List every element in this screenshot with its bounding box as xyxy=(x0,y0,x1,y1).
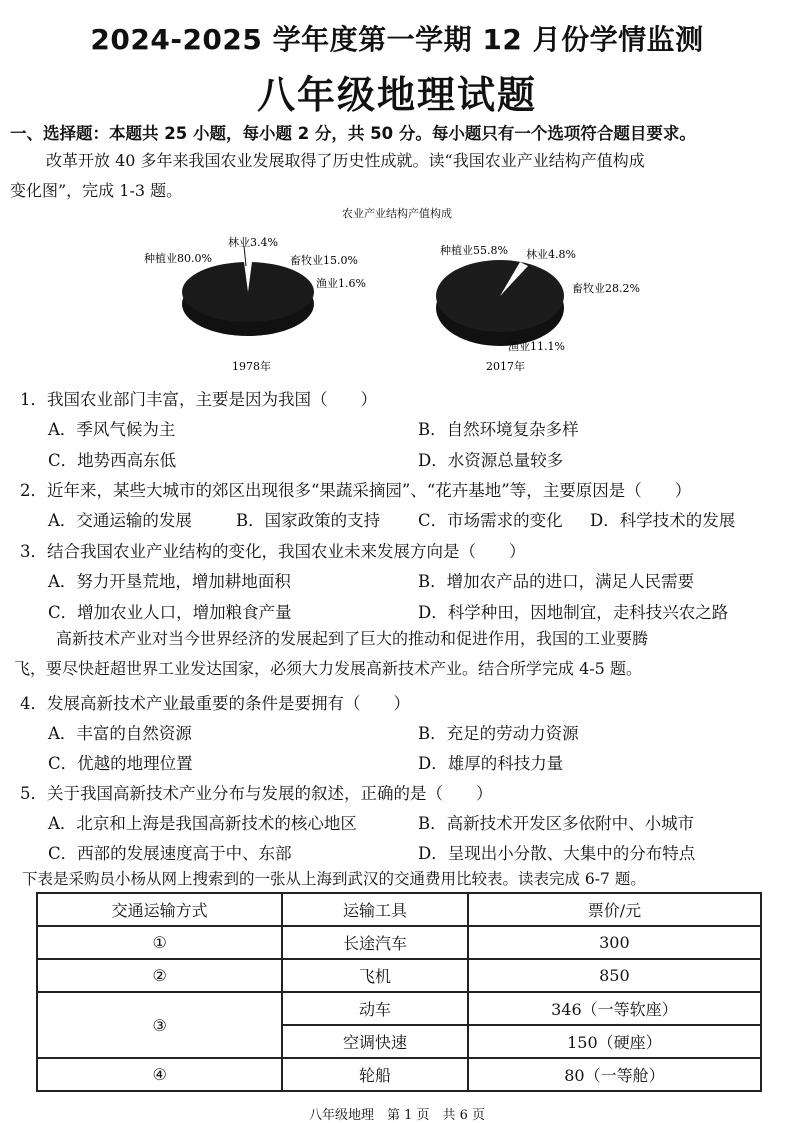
q1-option-a[interactable]: A．季风气候为主 xyxy=(48,420,176,439)
table-row xyxy=(37,926,761,959)
passage2-line-2: 飞，要尽快赶超世界工业发达国家，必须大力发展高新技术产业。结合所学完成 4-5 题。 xyxy=(14,659,642,678)
table-cell-price: 850 xyxy=(468,959,761,992)
q5-option-c[interactable]: C．西部的发展速度高于中、东部 xyxy=(48,844,292,863)
q3-option-a[interactable]: A．努力开垦荒地，增加耕地面积 xyxy=(48,572,291,591)
table-cell-price: 150（硬座） xyxy=(468,1025,761,1058)
q1-option-d[interactable]: D．水资源总量较多 xyxy=(418,451,564,470)
table-cell-price: 80（一等舱） xyxy=(468,1058,761,1091)
intro-line-2: 变化图”，完成 1-3 题。 xyxy=(10,181,183,200)
exam-title: 2024-2025 学年度第一学期 12 月份学情监测 xyxy=(90,23,704,56)
table-cell-mode: ② xyxy=(37,959,282,992)
table-header-price: 票价/元 xyxy=(468,893,761,926)
pie-1978-year: 1978年 xyxy=(232,360,271,373)
pie-2017-label-crop: 种植业55.8% xyxy=(440,244,508,257)
section-heading: 一、选择题：本题共 25 小题，每小题 2 分，共 50 分。每小题只有一个选项符合题目要求。 xyxy=(10,124,696,143)
intro-line-1: 改革开放 40 多年来我国农业发展取得了历史性成就。读“我国农业产业结构产值构成 xyxy=(46,151,645,170)
q3-option-d[interactable]: D．科学种田，因地制宜，走科技兴农之路 xyxy=(418,603,729,622)
table-cell-tool: 长途汽车 xyxy=(282,926,467,959)
table-cell-mode: ③ xyxy=(37,992,282,1058)
q3-option-c[interactable]: C．增加农业人口，增加粮食产量 xyxy=(48,603,292,622)
pie-2017-label-fishery: 渔业11.1% xyxy=(508,340,565,353)
table-cell-tool: 动车 xyxy=(282,992,467,1025)
pie-1978-label-fishery: 渔业1.6% xyxy=(316,277,366,290)
q5-stem: 5．关于我国高新技术产业分布与发展的叙述，正确的是（ ） xyxy=(20,784,493,803)
q4-option-b[interactable]: B．充足的劳动力资源 xyxy=(418,724,579,743)
table-cell-tool: 飞机 xyxy=(282,959,467,992)
pie-2017-year: 2017年 xyxy=(486,360,525,373)
page-footer: 八年级地理 第 1 页 共 6 页 xyxy=(308,1108,486,1123)
q2-stem: 2．近年来，某些大城市的郊区出现很多“果蔬采摘园”、“花卉基地”等，主要原因是（ ） xyxy=(20,481,692,500)
table-header-tool: 运输工具 xyxy=(282,893,467,926)
q2-option-c[interactable]: C．市场需求的变化 xyxy=(418,511,563,530)
pie-1978-label-crop: 种植业80.0% xyxy=(144,252,212,265)
fare-table xyxy=(36,892,762,1092)
q2-option-b[interactable]: B．国家政策的支持 xyxy=(236,511,381,530)
pie-2017-label-livestock: 畜牧业28.2% xyxy=(572,282,640,295)
table-header-row xyxy=(37,893,761,926)
pie-2017-label-forestry: 林业4.8% xyxy=(526,248,576,261)
q4-option-a[interactable]: A．丰富的自然资源 xyxy=(48,724,192,743)
exam-subtitle: 八年级地理试题 xyxy=(256,73,537,117)
table-cell-mode: ④ xyxy=(37,1058,282,1091)
chart-title: 农业产业结构产值构成 xyxy=(342,207,452,220)
table-cell-tool: 轮船 xyxy=(282,1058,467,1091)
q1-option-c[interactable]: C．地势西高东低 xyxy=(48,451,177,470)
table-cell-price: 300 xyxy=(468,926,761,959)
q3-option-b[interactable]: B．增加农产品的进口，满足人民需要 xyxy=(418,572,695,591)
q1-option-b[interactable]: B．自然环境复杂多样 xyxy=(418,420,579,439)
q5-option-d[interactable]: D．呈现出小分散、大集中的分布特点 xyxy=(418,844,696,863)
table-cell-tool: 空调快速 xyxy=(282,1025,467,1058)
pie-1978-label-livestock: 畜牧业15.0% xyxy=(290,254,358,267)
table-row xyxy=(37,1058,761,1091)
table-cell-price: 346（一等软座） xyxy=(468,992,761,1025)
q3-stem: 3．结合我国农业产业结构的变化，我国农业未来发展方向是（ ） xyxy=(20,542,526,561)
table-row xyxy=(37,992,761,1025)
q2-option-d[interactable]: D．科学技术的发展 xyxy=(590,511,736,530)
table-header-mode: 交通运输方式 xyxy=(37,893,282,926)
passage3: 下表是采购员小杨从网上搜索到的一张从上海到武汉的交通费用比较表。读表完成 6-7 题。 xyxy=(22,870,646,888)
table-row xyxy=(37,959,761,992)
q1-stem: 1．我国农业部门丰富，主要是因为我国（ ） xyxy=(20,390,377,409)
pie-2017 xyxy=(436,243,640,373)
pie-charts xyxy=(0,220,794,380)
q5-option-a[interactable]: A．北京和上海是我国高新技术的核心地区 xyxy=(48,814,357,833)
passage2-line-1: 高新技术产业对当今世界经济的发展起到了巨大的推动和促进作用，我国的工业要腾 xyxy=(56,629,649,648)
q4-option-c[interactable]: C．优越的地理位置 xyxy=(48,754,193,773)
pie-1978-label-forestry: 林业3.4% xyxy=(228,236,278,249)
q5-option-b[interactable]: B．高新技术开发区多依附中、小城市 xyxy=(418,814,695,833)
table-cell-mode: ① xyxy=(37,926,282,959)
q4-option-d[interactable]: D．雄厚的科技力量 xyxy=(418,754,564,773)
q4-stem: 4．发展高新技术产业最重要的条件是要拥有（ ） xyxy=(20,694,410,713)
q2-option-a[interactable]: A．交通运输的发展 xyxy=(48,511,192,530)
pie-1978 xyxy=(144,235,366,373)
